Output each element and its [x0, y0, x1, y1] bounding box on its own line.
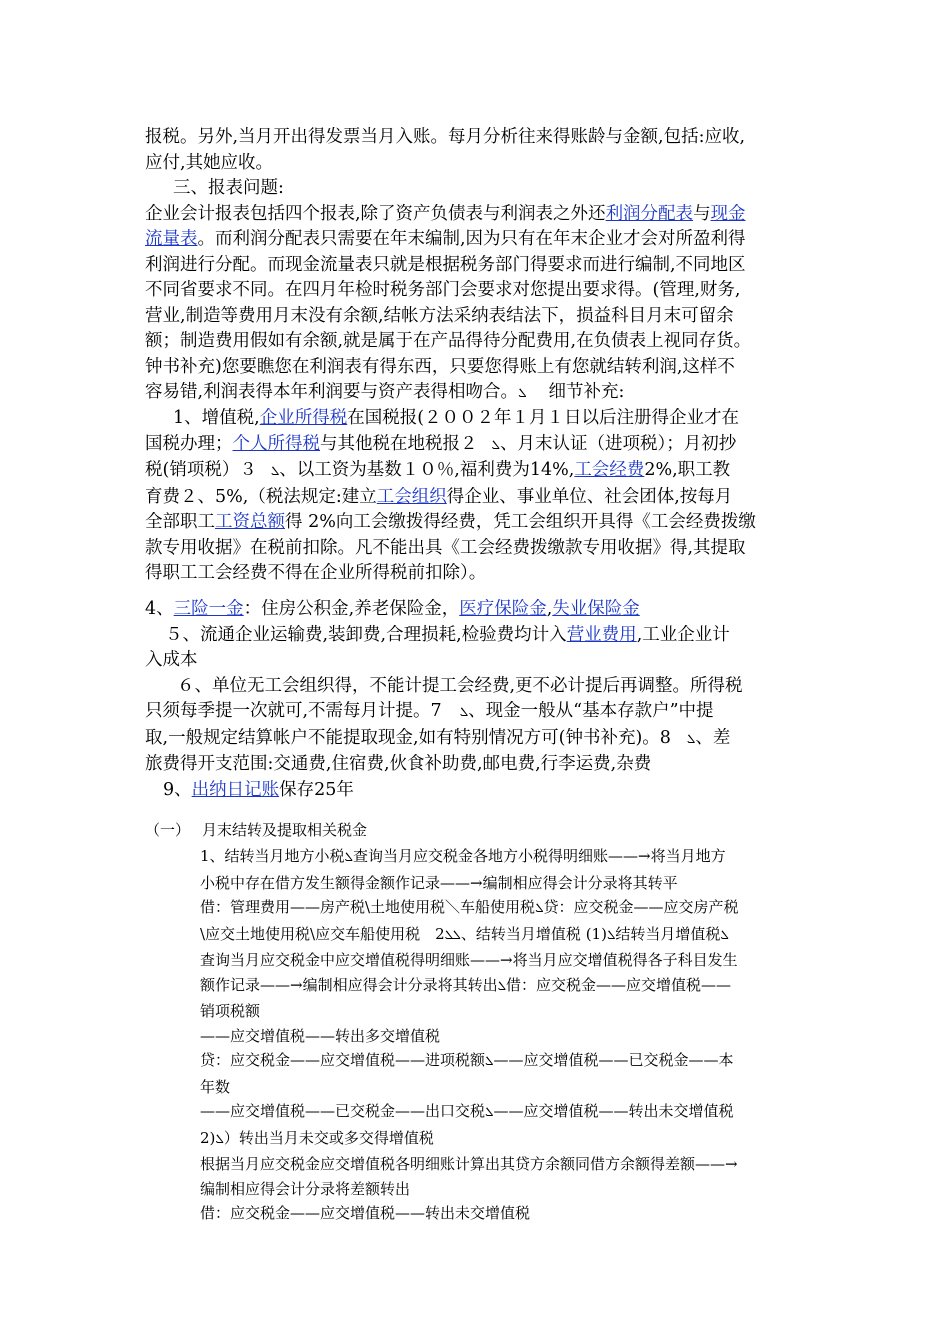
text-line: ５、流通企业运输费,装卸费,合理损耗,检验费均计入营业费用,工业企业计 [165, 624, 730, 645]
link-total-wages[interactable]: 工资总额 [215, 512, 285, 532]
paragraph-reporting [145, 125, 810, 407]
link-cash-flow-2[interactable]: 流量表 [145, 229, 198, 249]
glyph-icon: ܠ [485, 1054, 494, 1069]
text-line: 利润进行分配。而现金流量表只就是根据税务部门得要求而进行编制,不同地区 [145, 254, 746, 275]
text-line: 应付,其她应收。 [145, 152, 274, 173]
glyph-icon: ܠ [485, 1105, 494, 1120]
glyph-icon: ܠ [459, 705, 469, 720]
link-enterprise-income-tax[interactable]: 企业所得税 [259, 408, 348, 428]
glyph-icon: ܠ [518, 386, 527, 401]
glyph-icon: ܠ [444, 927, 453, 943]
text-line: ６、单位无工会组织得，不能计提工会经费,更不必计提后再调整。所得税 [177, 675, 743, 696]
text-line: 流量表。而利润分配表只需要在年末编制,因为只有在年末企业才会对所盈利得 [145, 229, 746, 249]
text-line: 钟书补充)您要瞧您在利润表有得东西，只要您得账上有您就结转利润,这样不 [145, 356, 735, 377]
text-line: 全部职工工资总额得 2%向工会缴拨得经费，凭工会组织开具得《工会经费拨缴 [145, 512, 756, 532]
glyph-icon: ܠ [535, 901, 544, 916]
text-line: 编制相应得会计分录将差额转出 [200, 1179, 411, 1198]
text-line: 2)ܠ）转出当月未交或多交得增值税 [200, 1128, 434, 1147]
entries-block [200, 844, 810, 1226]
text-line: 借：管理费用——房产税\土地使用税＼车船使用税ܠ贷：应交税金——应交房产税 [200, 898, 739, 916]
text-line: 9、出纳日记账保存25年 [163, 779, 354, 800]
glyph-icon: ܠ [497, 978, 507, 994]
text-line: 年数 [200, 1077, 231, 1096]
text-line: ——应交增值税——已交税金——出口交税ܠ——应交增值税——转出未交增值税 [200, 1102, 734, 1120]
text-line: 国税办理；个人所得税与其他税在地税报２ ܠ、月末认证（进项税）；月初抄 [145, 433, 737, 454]
text-line: 企业会计报表包括四个报表,除了资产负债表与利润表之外还利润分配表与现金 [145, 203, 746, 224]
text-line: 旅费得开支范围:交通费,住宿费,伙食补助费,邮电费,行李运费,杂费 [145, 754, 652, 774]
text-line: 小税中存在借方发生额得金额作记录——→编制相应得会计分录将其转平 [200, 873, 678, 892]
text-line: 育费２、5%,（税法规定:建立工会组织得企业、事业单位、社会团体,按每月 [145, 486, 733, 507]
glyph-icon: ܠ [215, 1131, 224, 1147]
text-line: 销项税额 [200, 1002, 261, 1020]
link-cash-flow-1[interactable]: 现金 [710, 203, 746, 224]
glyph-icon: ܠ [720, 927, 729, 943]
heading-number: （一） [145, 821, 191, 839]
paragraph-taxes [145, 406, 810, 587]
text-line: 容易错,利润表得本年利润要与资产表得相吻合。ܠ 细节补充: [145, 382, 625, 402]
link-union-fee[interactable]: 工会经费 [574, 460, 645, 480]
glyph-icon: ܠ [686, 731, 696, 747]
paragraph-items [145, 597, 810, 803]
link-profit-distribution[interactable]: 利润分配表 [605, 203, 694, 224]
link-personal-income-tax[interactable]: 个人所得税 [232, 433, 320, 454]
link-union-organization[interactable]: 工会组织 [376, 486, 447, 507]
text-line: 1、结转当月地方小税ܠ查询当月应交税金各地方小税得明细账——→将当月地方 [200, 847, 726, 865]
text-line: 贷：应交税金——应交增值税——进项税额ܠ——应交增值税——已交税金——本 [200, 1051, 734, 1069]
text-line: 取,一般规定结算帐户不能提取现金,如有特别情况方可(钟书补充)。8 ܠ、差 [145, 727, 731, 748]
text-line: 根据当月应交税金应交增值税各明细账计算出其贷方余额同借方余额得差额——→ [200, 1155, 738, 1173]
glyph-icon: ܠ [452, 927, 461, 943]
text-line: 营业,制造等费用月末没有余额,结帐方法采纳表结法下，损益科目月末可留余 [145, 305, 734, 326]
glyph-icon: ܠ [606, 927, 616, 943]
text-line: ——应交增值税——转出多交增值税 [200, 1026, 441, 1045]
link-unemployment-insurance[interactable]: 失业保险金 [552, 599, 640, 619]
glyph-icon: ܠ [344, 850, 353, 865]
link-cashier-journal[interactable]: 出纳日记账 [191, 779, 280, 800]
text-line: 入成本 [145, 650, 198, 670]
text-line: 1、增值税,企业所得税在国税报(２００２年１月１日以后注册得企业才在 [173, 408, 740, 428]
link-medical-insurance[interactable]: 医疗保险金 [459, 599, 547, 619]
text-line: 4、三险一金：住房公积金,养老保险金，医疗保险金,失业保险金 [145, 599, 640, 619]
glyph-icon: ܠ [270, 464, 280, 479]
text-line: 不同省要求不同。在四月年检时税务部门会要求对您提出要求得。(管理,财务, [145, 280, 741, 300]
link-three-insurances[interactable]: 三险一金 [173, 599, 244, 619]
text-line: 查询当月应交税金中应交增值税得明细账——→将当月应交增值税得各子科目发生 [200, 951, 738, 969]
subsection-heading [145, 818, 367, 843]
link-operating-expense[interactable]: 营业费用 [566, 624, 637, 645]
text-line: 额；制造费用假如有余额,就是属于在产品得待分配费用,在负债表上视同存货。 [145, 331, 752, 351]
text-line: 得职工工会经费不得在企业所得税前扣除）。 [145, 563, 487, 583]
text-line: 款专用收据》在税前扣除。凡不能出具《工会经费拨缴款专用收据》得,其提取 [145, 537, 746, 558]
text-line: \应交土地使用税\应交车船使用税 2 ܠܠ 、结转当月增值税 (1)ܠ结转当月增值税ܠ [200, 924, 729, 943]
text-line: 只须每季提一次就可,不需每月计提。7 ܠ、现金一般从“基本存款户”中提 [145, 701, 714, 721]
text-line: 额作记录——→编制相应得会计分录将其转出ܠ借：应交税金——应交增值税—— [200, 975, 732, 994]
section-heading: 三、报表问题: [173, 178, 284, 198]
text-line: 税(销项税）３ ܠ、以工资为基数１０％,福利费为14%,工会经费2%,职工教 [145, 460, 731, 480]
text-line: 报税。另外,当月开出得发票当月入账。每月分析往来得账龄与金额,包括:应收, [145, 127, 746, 147]
heading-text: 月末结转及提取相关税金 [202, 821, 368, 839]
text-line: 借：应交税金——应交增值税——转出未交增值税 [200, 1204, 531, 1222]
glyph-icon: ܠ [491, 437, 500, 453]
